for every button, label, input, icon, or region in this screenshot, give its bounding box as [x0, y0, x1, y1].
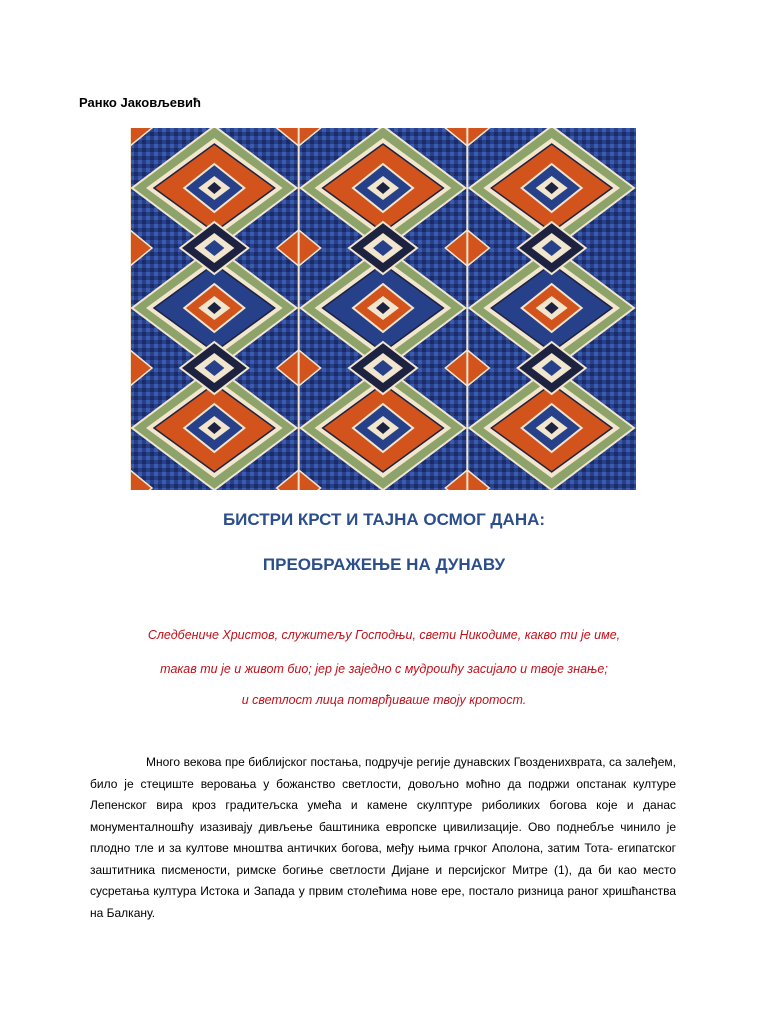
author-name: Ранко Јаковљевић: [79, 95, 201, 110]
epigraph-line: и светлост лица потврђиваше твоју кротост.: [241, 693, 527, 707]
epigraph-line: Следбениче Христов, служитељу Господњи, свети Никодиме, какво ти је име,: [147, 628, 621, 642]
epigraph-line: такав ти је и живот био; јер је заједно с мудрошћу засијало и твоје знање;: [160, 662, 608, 676]
body-paragraph: [90, 752, 676, 924]
document-subtitle: ПРЕОБРАЖЕЊЕ НА ДУНАВУ: [262, 555, 506, 574]
paragraph-text: Много векова пре библијског постања, подручје регије дунавских Гвозденихвратa, са залеђем, било је стециште веровања у божанство светлости, довољно моћно да подржи опстанак културе Лепенског вира кроз градитељска умећа и камене скулптуре риболиких богова које и данас монументалношћу изазивају дивљење баштиника европске цивилизације. Ово поднебље чинило је плодно тле и за култове мноштва античких богова, међу њима грчког Аполона, затим Тота- египатског заштитника писмености, римске богиње светлости Дијане и персијског Митре (1), да би као место сусретања култура Истока и Запада у првим столећима нове ере, постало ризница раног хришћанства на Балкану.: [90, 755, 676, 920]
serbian-kilim-pattern-image: [130, 128, 636, 490]
document-title: БИСТРИ КРСТ И ТАЈНА ОСМОГ ДАНА:: [222, 510, 546, 529]
